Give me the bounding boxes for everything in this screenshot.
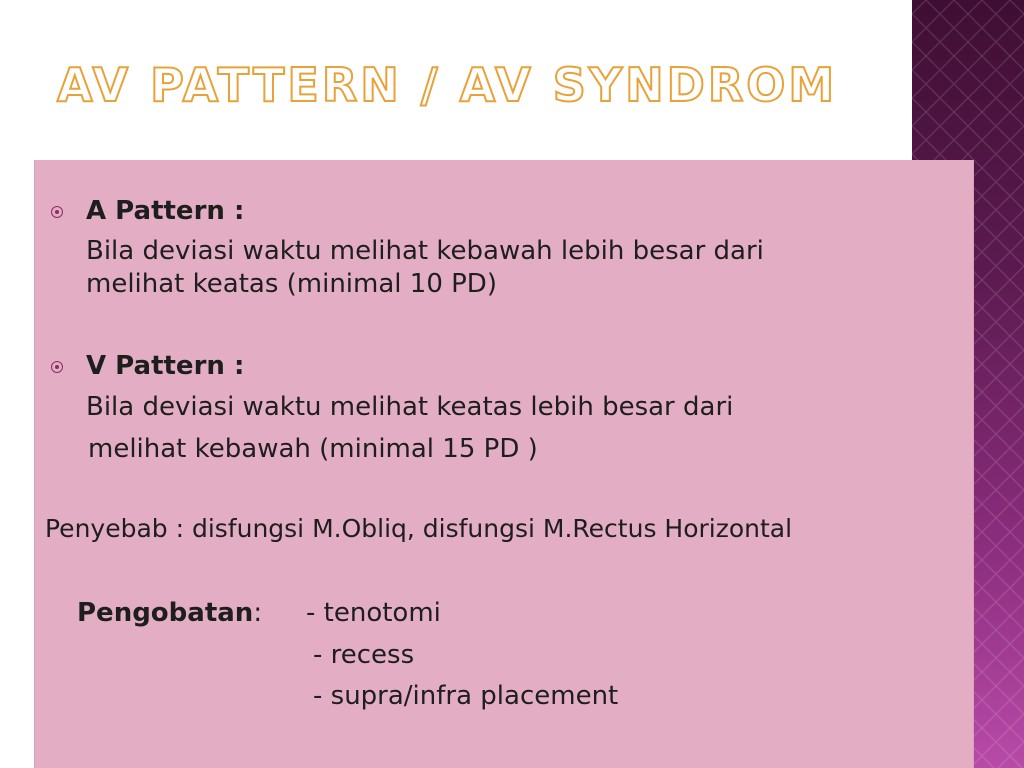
v-pattern-line-2: melihat kebawah (minimal 15 PD ) (88, 434, 538, 464)
treatment-item-2: - recess (313, 640, 415, 670)
content-panel (34, 160, 974, 768)
v-pattern-line-1: Bila deviasi waktu melihat keatas lebih besar dari (86, 392, 734, 422)
a-pattern-line-2: melihat keatas (minimal 10 PD) (86, 269, 497, 299)
treatment-item-1: - tenotomi (306, 598, 441, 628)
bullet-icon (51, 206, 63, 218)
a-pattern-heading: A Pattern : (86, 196, 245, 226)
treatment-label-row (77, 597, 262, 629)
a-pattern-line-1: Bila deviasi waktu melihat kebawah lebih besar dari (86, 236, 764, 266)
slide-title: AV PATTERN / AV SYNDROM (57, 58, 838, 112)
v-pattern-heading: V Pattern : (86, 351, 245, 381)
treatment-colon: : (253, 598, 263, 628)
treatment-label: Pengobatan (77, 598, 254, 628)
cause-text: Penyebab : disfungsi M.Obliq, disfungsi M.Rectus Horizontal (45, 514, 793, 543)
bullet-icon (51, 361, 63, 373)
treatment-item-3: - supra/infra placement (313, 681, 619, 711)
